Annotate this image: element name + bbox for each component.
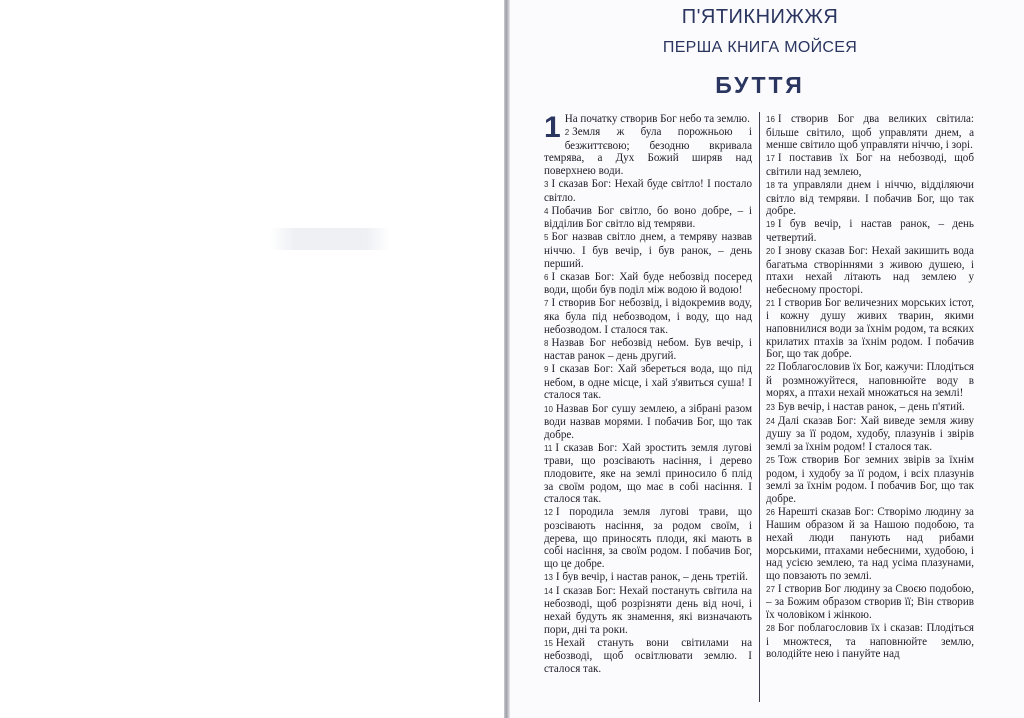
verse <box>544 506 752 570</box>
verse <box>544 178 752 204</box>
verse <box>766 454 974 505</box>
verse <box>544 126 752 177</box>
verse-text: Тож створив Бог земних звірів за їхнім родом, і худобу за її родом, і всіх плазунів землі за їхнім родом. І побачив Бог, що так добре. <box>766 453 974 505</box>
verse-number: 22 <box>766 363 775 373</box>
right-text-column <box>766 113 974 661</box>
verse <box>766 583 974 622</box>
verse <box>766 401 974 415</box>
verse-text: Далі сказав Бог: Хай виведе земля живу душу за її родом, худобу, плазунів і звірів землі за їхнім родом! І сталося так. <box>766 414 974 453</box>
verse-number: 2 <box>564 128 570 138</box>
verse-number: 28 <box>766 624 775 634</box>
verse-text: Бог поблагословив їх і сказав: Плодіться і множтеся, та наповнюйте землю, володійте нею і пануйте над <box>766 622 974 661</box>
verse-text: Земля ж була порожньою і безжиттєвою; безодню вкривала темрява, а Дух Божий ширяв над поверхнею води. <box>544 126 752 177</box>
verse-text: Назвав Бог небозвід небом. Був вечір, і настав ранок – день другий. <box>544 336 752 363</box>
verse <box>766 506 974 583</box>
verse-text: І сказав Бог: Нехай постануть світила на небозводі, щоб розрізняти день від ночі, і нехай будуть як знамення, які визначають пори, дні та роки. <box>544 584 752 636</box>
book-title: БУТТЯ <box>715 72 805 98</box>
column-divider <box>759 112 760 702</box>
verse-number: 12 <box>544 508 553 518</box>
verse-text: Бог назвав світло днем, а темряву назвав ніччю. І був вечір, і був ранок, – день перший. <box>544 231 752 270</box>
bleed-through-mark <box>270 228 390 250</box>
verse-text: І створив Бог два великих світила: більше світило, щоб управляти днем, а менше світило щоб управляти ніччю, і зорі. <box>766 113 974 152</box>
verse-number: 8 <box>544 338 549 348</box>
verse-text: І знову сказав Бог: Нехай закишить вода багатьма створіннями з живою душею, і птахи нехай літають над землею у небесному просторі. <box>766 244 974 296</box>
verse <box>544 205 752 231</box>
verse-text: І був вечір, і настав ранок, – день третій. <box>555 570 748 583</box>
verse-text: Поблагословив їх Бог, кажучи: Плодіться й розмножуйтеся, наповнюйте воду в морях, а птахи нехай множаться на землі! <box>766 361 974 400</box>
verse-text: І сказав Бог: Хай зростить земля лугові трави, що розсівають насіння, і дерево плодовите, яке на землі приносило б плід за своїм родом, що має в собі насіння. І сталося так. <box>544 441 752 506</box>
verse-number: 11 <box>544 443 553 453</box>
verse <box>766 622 974 661</box>
verse-number: 23 <box>766 402 775 412</box>
verse-text: Назвав Бог сушу землею, а зібрані разом води назвав морями. І побачив Бог, що так добре. <box>544 402 752 441</box>
verse <box>766 297 974 361</box>
verse <box>766 415 974 454</box>
verse-number: 3 <box>544 179 549 189</box>
left-text-column <box>544 113 752 676</box>
verse-number: 6 <box>544 272 549 282</box>
verse-text: Нарешті сказав Бог: Створімо людину за Нашим образом й за Нашою подобою, та нехай люди панують над рибами морськими, птахами небесними, худобою, і над усією землею, та над усіма плазунами, що повзають по землі. <box>766 505 974 582</box>
verse <box>766 245 974 296</box>
verse-number: 21 <box>766 298 775 308</box>
verse-number: 26 <box>766 507 775 517</box>
verse-number: 7 <box>544 299 549 309</box>
verse <box>766 179 974 218</box>
verse-text: На початку створив Бог небо та землю. <box>564 113 750 125</box>
verse <box>544 637 752 676</box>
verse <box>766 361 974 400</box>
verse-text: та управляли днем і ніччю, відділяючи світло від темряви. І побачив Бог, що так добре. <box>766 178 974 218</box>
verse-text: І сказав Бог: Хай збереться вода, що під небом, в одне місце, і хай з'явиться суша! І сталося так. <box>544 363 752 402</box>
verse-number: 19 <box>766 220 775 230</box>
verse-text: І сказав Бог: Нехай буде світло! І постало світло. <box>544 177 752 204</box>
verse-number: 15 <box>544 638 553 648</box>
left-page <box>0 0 506 718</box>
verse <box>544 271 752 297</box>
verse-number: 16 <box>766 115 775 124</box>
verse-number: 18 <box>766 180 775 190</box>
verse <box>544 403 752 442</box>
verse-number: 10 <box>544 404 553 414</box>
section-title: П'ЯТИКНИЖЖЯ <box>681 6 839 28</box>
verse-text: І був вечір, і настав ранок, – день четвертий. <box>766 218 974 244</box>
verse <box>544 337 752 363</box>
verse <box>544 297 752 336</box>
verse-number: 5 <box>544 233 549 243</box>
verse <box>544 571 752 585</box>
verse-text: І поставив їх Бог на небозводі, щоб світили над землею, <box>766 152 974 178</box>
book-subtitle: ПЕРША КНИГА МОЙСЕЯ <box>662 39 858 56</box>
verse-number: 4 <box>544 206 549 216</box>
verse-text: І створив Бог небозвід, і відокремив воду, яка була під небозводом, і воду, що над небозводом. І сталося так. <box>544 297 752 336</box>
verse <box>766 152 974 178</box>
verse-text: І створив Бог людину за Своєю подобою, – за Божим образом створив її; Він створив їх чоловіком і жінкою. <box>766 582 974 622</box>
verse-number: 25 <box>766 455 775 465</box>
verse-text: Побачив Бог світло, бо воно добре, – і відділив Бог світло від темряви. <box>544 204 752 231</box>
verse <box>766 113 974 152</box>
verse <box>544 363 752 402</box>
verse <box>544 231 752 270</box>
verse-text: І створив Бог величезних морських істот, і кожну душу живих тварин, якими наповнилися води за їхнім родом, та всяких крилатих птахів за їхнім родом. І побачив Бог, що так добре. <box>766 296 974 361</box>
verse-number: 9 <box>544 365 549 375</box>
verse-number: 17 <box>766 154 775 164</box>
verse <box>544 111 752 144</box>
verse-number: 20 <box>766 246 775 256</box>
verse-number: 14 <box>544 586 553 596</box>
verse <box>766 218 974 244</box>
verse-text: І сказав Бог: Хай буде небозвід посеред води, щоби був поділ між водою й водою! <box>544 270 752 297</box>
verse-text: І породила земля лугові трави, що розсівають насіння, за родом своїм, і дерева, що приносять плоди, які мають в собі насіння, за своїм родом. І побачив Бог, що це добре. <box>544 506 752 570</box>
verse-number: 24 <box>766 416 775 426</box>
verse <box>544 442 752 506</box>
verse-text: Був вечір, і настав ранок, – день п'ятий. <box>777 400 965 413</box>
verse-text: Нехай стануть вони світилами на небозводі, щоб освітлювати землю. І сталося так. <box>544 636 752 675</box>
verse <box>544 585 752 636</box>
verse-number: 27 <box>766 584 775 594</box>
verse-number: 13 <box>544 572 553 582</box>
chapter-number: 1 <box>544 111 561 144</box>
